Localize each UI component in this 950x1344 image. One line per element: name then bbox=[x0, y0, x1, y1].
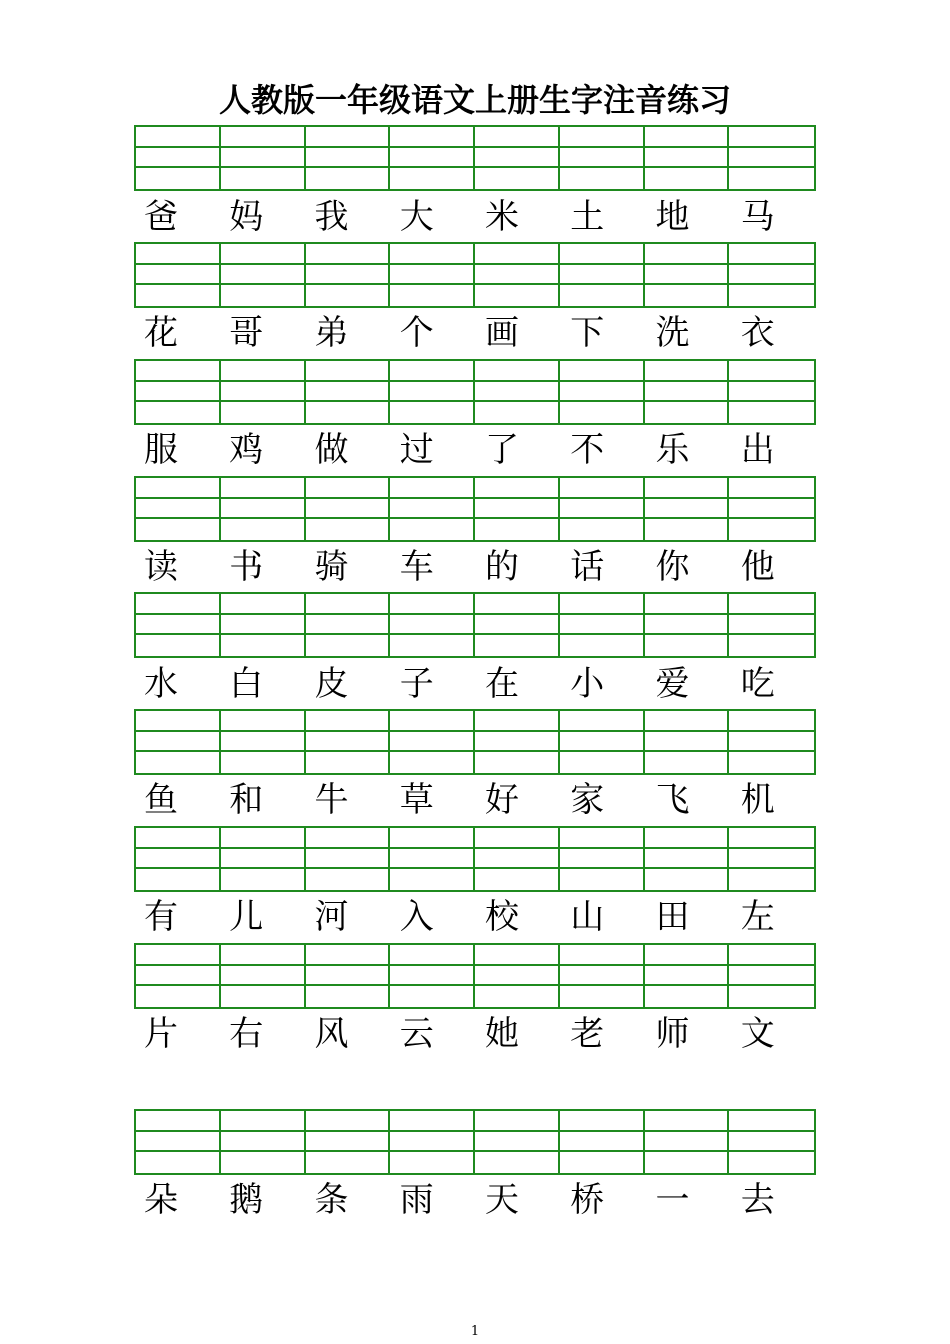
pinyin-cell[interactable] bbox=[136, 594, 221, 656]
hanzi-character: 草 bbox=[399, 780, 434, 820]
hanzi-character: 风 bbox=[314, 1014, 349, 1054]
pinyin-cell[interactable] bbox=[645, 361, 730, 423]
pinyin-cell[interactable] bbox=[221, 1111, 306, 1173]
pinyin-cell[interactable] bbox=[306, 945, 391, 1007]
pinyin-cell[interactable] bbox=[729, 361, 814, 423]
pinyin-grid-3 bbox=[134, 359, 816, 425]
hanzi-character: 不 bbox=[570, 430, 605, 470]
pinyin-cell[interactable] bbox=[475, 1111, 560, 1173]
pinyin-cell[interactable] bbox=[645, 244, 730, 306]
hanzi-character: 师 bbox=[655, 1014, 690, 1054]
hanzi-character: 马 bbox=[740, 197, 775, 237]
character-row-8 bbox=[134, 1009, 816, 1059]
pinyin-grid-1 bbox=[134, 125, 816, 191]
pinyin-cell[interactable] bbox=[645, 127, 730, 189]
hanzi-character: 儿 bbox=[229, 897, 264, 937]
pinyin-cell[interactable] bbox=[729, 127, 814, 189]
pinyin-cell[interactable] bbox=[475, 711, 560, 773]
hanzi-character: 车 bbox=[399, 547, 434, 587]
pinyin-cell[interactable] bbox=[729, 711, 814, 773]
hanzi-character: 的 bbox=[485, 547, 519, 587]
hanzi-character: 画 bbox=[485, 313, 519, 353]
hanzi-character: 话 bbox=[570, 547, 605, 587]
hanzi-character: 书 bbox=[229, 547, 264, 587]
pinyin-grid-9 bbox=[134, 1109, 816, 1175]
page-number: 1 bbox=[470, 1324, 480, 1339]
hanzi-character: 鹅 bbox=[229, 1180, 264, 1220]
pinyin-cell[interactable] bbox=[306, 594, 391, 656]
hanzi-character: 家 bbox=[570, 780, 605, 820]
character-row-1 bbox=[134, 192, 816, 242]
hanzi-character: 她 bbox=[485, 1014, 519, 1054]
pinyin-cell[interactable] bbox=[390, 828, 475, 890]
hanzi-character: 飞 bbox=[655, 780, 690, 820]
pinyin-cell[interactable] bbox=[475, 127, 560, 189]
pinyin-cell[interactable] bbox=[390, 594, 475, 656]
pinyin-cell[interactable] bbox=[221, 478, 306, 540]
pinyin-cell[interactable] bbox=[729, 828, 814, 890]
pinyin-grid-8 bbox=[134, 943, 816, 1009]
pinyin-cell[interactable] bbox=[729, 594, 814, 656]
hanzi-character: 哥 bbox=[229, 313, 264, 353]
pinyin-cell[interactable] bbox=[475, 244, 560, 306]
character-row-4 bbox=[134, 542, 816, 592]
pinyin-grid-5 bbox=[134, 592, 816, 658]
hanzi-character: 你 bbox=[655, 547, 690, 587]
hanzi-character: 片 bbox=[144, 1014, 178, 1054]
pinyin-cell[interactable] bbox=[475, 828, 560, 890]
pinyin-cell[interactable] bbox=[560, 945, 645, 1007]
pinyin-cell[interactable] bbox=[475, 945, 560, 1007]
pinyin-cell[interactable] bbox=[729, 945, 814, 1007]
pinyin-cell[interactable] bbox=[136, 478, 221, 540]
hanzi-character: 做 bbox=[314, 430, 349, 470]
pinyin-cell[interactable] bbox=[136, 711, 221, 773]
hanzi-character: 大 bbox=[399, 197, 434, 237]
hanzi-character: 机 bbox=[740, 780, 775, 820]
pinyin-cell[interactable] bbox=[645, 945, 730, 1007]
pinyin-cell[interactable] bbox=[560, 711, 645, 773]
pinyin-cell[interactable] bbox=[560, 244, 645, 306]
pinyin-cell[interactable] bbox=[560, 478, 645, 540]
pinyin-cell[interactable] bbox=[560, 594, 645, 656]
hanzi-character: 衣 bbox=[740, 313, 775, 353]
hanzi-character: 爸 bbox=[144, 197, 178, 237]
hanzi-character: 过 bbox=[399, 430, 434, 470]
hanzi-character: 爱 bbox=[655, 664, 690, 704]
hanzi-character: 一 bbox=[655, 1180, 690, 1220]
hanzi-character: 子 bbox=[399, 664, 434, 704]
pinyin-cell[interactable] bbox=[645, 828, 730, 890]
hanzi-character: 了 bbox=[485, 430, 519, 470]
hanzi-character: 好 bbox=[485, 780, 519, 820]
pinyin-cell[interactable] bbox=[306, 1111, 391, 1173]
character-row-6 bbox=[134, 775, 816, 825]
pinyin-cell[interactable] bbox=[221, 594, 306, 656]
hanzi-character: 米 bbox=[485, 197, 519, 237]
pinyin-cell[interactable] bbox=[136, 361, 221, 423]
pinyin-cell[interactable] bbox=[729, 244, 814, 306]
hanzi-character: 朵 bbox=[144, 1180, 178, 1220]
pinyin-cell[interactable] bbox=[306, 478, 391, 540]
hanzi-character: 妈 bbox=[229, 197, 264, 237]
hanzi-character: 花 bbox=[144, 313, 178, 353]
hanzi-character: 右 bbox=[229, 1014, 264, 1054]
pinyin-cell[interactable] bbox=[306, 127, 391, 189]
hanzi-character: 我 bbox=[314, 197, 349, 237]
hanzi-character: 吃 bbox=[740, 664, 775, 704]
pinyin-cell[interactable] bbox=[475, 361, 560, 423]
pinyin-cell[interactable] bbox=[136, 127, 221, 189]
pinyin-cell[interactable] bbox=[560, 1111, 645, 1173]
pinyin-cell[interactable] bbox=[390, 711, 475, 773]
hanzi-character: 弟 bbox=[314, 313, 349, 353]
hanzi-character: 桥 bbox=[570, 1180, 605, 1220]
hanzi-character: 老 bbox=[570, 1014, 605, 1054]
hanzi-character: 校 bbox=[485, 897, 519, 937]
hanzi-character: 洗 bbox=[655, 313, 690, 353]
hanzi-character: 他 bbox=[740, 547, 775, 587]
hanzi-character: 河 bbox=[314, 897, 349, 937]
character-row-7 bbox=[134, 892, 816, 942]
pinyin-cell[interactable] bbox=[729, 478, 814, 540]
pinyin-cell[interactable] bbox=[221, 361, 306, 423]
hanzi-character: 读 bbox=[144, 547, 178, 587]
pinyin-cell[interactable] bbox=[390, 945, 475, 1007]
hanzi-character: 入 bbox=[399, 897, 434, 937]
hanzi-character: 地 bbox=[655, 197, 690, 237]
pinyin-cell[interactable] bbox=[645, 1111, 730, 1173]
hanzi-character: 骑 bbox=[314, 547, 349, 587]
pinyin-cell[interactable] bbox=[475, 594, 560, 656]
hanzi-character: 天 bbox=[485, 1180, 519, 1220]
hanzi-character: 小 bbox=[570, 664, 605, 704]
pinyin-cell[interactable] bbox=[136, 1111, 221, 1173]
pinyin-cell[interactable] bbox=[136, 828, 221, 890]
pinyin-cell[interactable] bbox=[475, 478, 560, 540]
hanzi-character: 牛 bbox=[314, 780, 349, 820]
pinyin-cell[interactable] bbox=[306, 361, 391, 423]
page-title: 人教版一年级语文上册生字注音练习 bbox=[218, 81, 731, 119]
pinyin-cell[interactable] bbox=[560, 127, 645, 189]
pinyin-cell[interactable] bbox=[136, 244, 221, 306]
hanzi-character: 土 bbox=[570, 197, 605, 237]
hanzi-character: 山 bbox=[570, 897, 605, 937]
hanzi-character: 左 bbox=[740, 897, 775, 937]
hanzi-character: 服 bbox=[144, 430, 178, 470]
hanzi-character: 有 bbox=[144, 897, 178, 937]
character-row-5 bbox=[134, 659, 816, 709]
pinyin-cell[interactable] bbox=[390, 127, 475, 189]
hanzi-character: 去 bbox=[740, 1180, 775, 1220]
pinyin-cell[interactable] bbox=[306, 244, 391, 306]
pinyin-cell[interactable] bbox=[221, 127, 306, 189]
character-row-9 bbox=[134, 1175, 816, 1225]
pinyin-cell[interactable] bbox=[221, 244, 306, 306]
pinyin-cell[interactable] bbox=[390, 244, 475, 306]
hanzi-character: 乐 bbox=[655, 430, 690, 470]
hanzi-character: 鱼 bbox=[144, 780, 178, 820]
hanzi-character: 在 bbox=[485, 664, 519, 704]
hanzi-character: 白 bbox=[229, 664, 264, 704]
hanzi-character: 雨 bbox=[399, 1180, 434, 1220]
hanzi-character: 下 bbox=[570, 313, 605, 353]
pinyin-cell[interactable] bbox=[645, 711, 730, 773]
pinyin-cell[interactable] bbox=[560, 361, 645, 423]
hanzi-character: 文 bbox=[740, 1014, 775, 1054]
pinyin-cell[interactable] bbox=[645, 594, 730, 656]
hanzi-character: 个 bbox=[399, 313, 434, 353]
hanzi-character: 皮 bbox=[314, 664, 349, 704]
pinyin-grid-7 bbox=[134, 826, 816, 892]
pinyin-cell[interactable] bbox=[390, 1111, 475, 1173]
pinyin-cell[interactable] bbox=[221, 945, 306, 1007]
pinyin-cell[interactable] bbox=[390, 361, 475, 423]
hanzi-character: 和 bbox=[229, 780, 264, 820]
pinyin-grid-6 bbox=[134, 709, 816, 775]
pinyin-grid-2 bbox=[134, 242, 816, 308]
pinyin-cell[interactable] bbox=[221, 711, 306, 773]
character-row-2 bbox=[134, 308, 816, 358]
pinyin-cell[interactable] bbox=[390, 478, 475, 540]
pinyin-cell[interactable] bbox=[221, 828, 306, 890]
pinyin-cell[interactable] bbox=[136, 945, 221, 1007]
pinyin-cell[interactable] bbox=[729, 1111, 814, 1173]
pinyin-grid-4 bbox=[134, 476, 816, 542]
hanzi-character: 条 bbox=[314, 1180, 349, 1220]
pinyin-cell[interactable] bbox=[645, 478, 730, 540]
pinyin-cell[interactable] bbox=[560, 828, 645, 890]
hanzi-character: 出 bbox=[740, 430, 775, 470]
character-row-3 bbox=[134, 425, 816, 475]
hanzi-character: 水 bbox=[144, 664, 178, 704]
pinyin-cell[interactable] bbox=[306, 828, 391, 890]
pinyin-cell[interactable] bbox=[306, 711, 391, 773]
hanzi-character: 云 bbox=[399, 1014, 434, 1054]
hanzi-character: 田 bbox=[655, 897, 690, 937]
hanzi-character: 鸡 bbox=[229, 430, 264, 470]
